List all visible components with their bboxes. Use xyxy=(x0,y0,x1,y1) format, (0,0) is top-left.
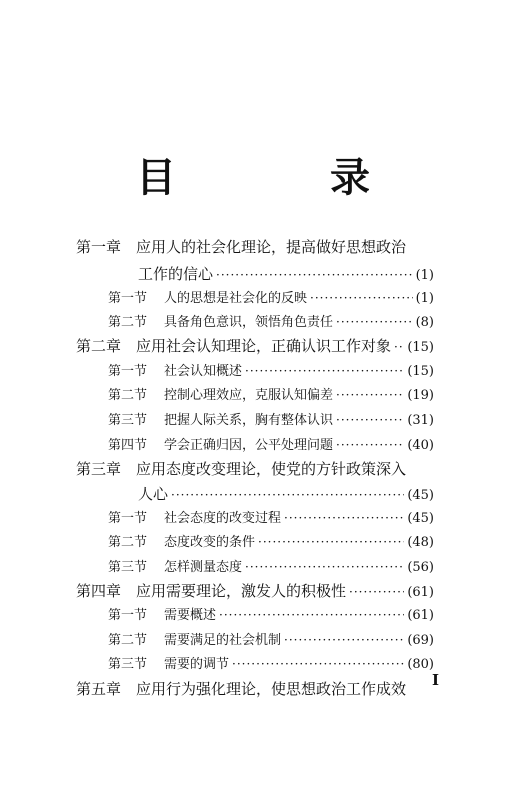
entry-title: 应用行为强化理论，使思想政治工作成效 xyxy=(136,680,407,698)
chapter-label: 第五章 xyxy=(76,680,122,698)
chapter-label: 第一章 xyxy=(76,238,122,256)
entry-title: 学会正确归因，公平处理问题 xyxy=(164,438,334,453)
entry-page-number: (45) xyxy=(407,511,434,526)
entry-title: 人心 xyxy=(138,485,169,503)
entry-title: 态度改变的条件 xyxy=(164,535,256,550)
toc-section-entry[interactable] xyxy=(108,360,434,379)
leader-dots xyxy=(245,560,404,574)
entry-title: 把握人际关系，胸有整体认识 xyxy=(164,413,334,428)
section-label: 第三节 xyxy=(108,560,148,575)
entry-page-number: (80) xyxy=(407,657,434,672)
section-label: 第一节 xyxy=(108,364,148,379)
leader-dots xyxy=(219,608,404,622)
leader-dots xyxy=(336,438,404,452)
toc-section-entry[interactable] xyxy=(108,434,434,453)
section-label: 第二节 xyxy=(108,633,148,648)
leader-dots xyxy=(349,585,404,599)
toc-continuation-entry[interactable] xyxy=(138,263,434,284)
section-label: 第三节 xyxy=(108,413,148,428)
entry-page-number: (61) xyxy=(407,585,434,600)
entry-page-number: (15) xyxy=(407,340,434,355)
section-label: 第一节 xyxy=(108,291,148,306)
toc-section-entry[interactable] xyxy=(108,409,434,428)
chapter-label: 第二章 xyxy=(76,337,122,355)
toc-section-entry[interactable] xyxy=(108,629,434,648)
leader-dots xyxy=(284,511,404,525)
entry-title: 社会态度的改变过程 xyxy=(164,511,282,526)
toc-section-entry[interactable] xyxy=(108,604,434,623)
entry-page-number: (1) xyxy=(415,291,434,306)
section-label: 第一节 xyxy=(108,608,148,623)
leader-dots xyxy=(336,315,413,329)
page-number: I xyxy=(432,671,440,689)
entry-title: 应用需要理论，激发人的积极性 xyxy=(136,582,347,600)
toc-chapter-entry[interactable] xyxy=(76,335,434,356)
toc-chapter-entry[interactable] xyxy=(76,678,434,699)
section-label: 第二节 xyxy=(108,535,148,550)
entry-title: 应用人的社会化理论，提高做好思想政治 xyxy=(136,238,407,256)
section-label: 第二节 xyxy=(108,388,148,403)
leader-dots xyxy=(171,488,404,502)
page-title: 目 录 xyxy=(136,155,440,201)
chapter-label: 第三章 xyxy=(76,460,122,478)
section-label: 第二节 xyxy=(108,315,148,330)
entry-page-number: (61) xyxy=(407,608,434,623)
leader-dots xyxy=(310,291,413,305)
toc-section-entry[interactable] xyxy=(108,507,434,526)
entry-title: 工作的信心 xyxy=(138,265,214,283)
leader-dots xyxy=(394,340,404,354)
entry-page-number: (48) xyxy=(407,535,434,550)
leader-dots xyxy=(232,657,404,671)
entry-title: 控制心理效应，克服认知偏差 xyxy=(164,388,334,403)
section-label: 第四节 xyxy=(108,438,148,453)
entry-page-number: (1) xyxy=(415,268,434,283)
entry-page-number: (8) xyxy=(415,315,434,330)
entry-title: 需要满足的社会机制 xyxy=(164,633,282,648)
chapter-label: 第四章 xyxy=(76,582,122,600)
entry-page-number: (31) xyxy=(407,413,434,428)
toc-section-entry[interactable] xyxy=(108,287,434,306)
leader-dots xyxy=(336,413,404,427)
toc-chapter-entry[interactable] xyxy=(76,236,434,257)
entry-page-number: (15) xyxy=(407,364,434,379)
entry-title: 具备角色意识，领悟角色责任 xyxy=(164,315,334,330)
toc-section-entry[interactable] xyxy=(108,531,434,550)
entry-page-number: (19) xyxy=(407,388,434,403)
section-label: 第一节 xyxy=(108,511,148,526)
toc-section-entry[interactable] xyxy=(108,311,434,330)
entry-title: 需要的调节 xyxy=(164,657,230,672)
entry-title: 应用社会认知理论，正确认识工作对象 xyxy=(136,337,392,355)
toc-continuation-entry[interactable] xyxy=(138,483,434,504)
entry-title: 需要概述 xyxy=(164,608,217,623)
section-label: 第三节 xyxy=(108,657,148,672)
toc-chapter-entry[interactable] xyxy=(76,580,434,601)
toc-section-entry[interactable] xyxy=(108,653,434,672)
entry-page-number: (56) xyxy=(407,560,434,575)
entry-page-number: (40) xyxy=(407,438,434,453)
entry-title: 人的思想是社会化的反映 xyxy=(164,291,308,306)
leader-dots xyxy=(258,535,404,549)
leader-dots xyxy=(284,633,404,647)
toc-chapter-entry[interactable] xyxy=(76,458,434,479)
entry-title: 应用态度改变理论，使党的方针政策深入 xyxy=(136,460,407,478)
leader-dots xyxy=(216,268,413,282)
leader-dots xyxy=(336,388,404,402)
entry-title: 怎样测量态度 xyxy=(164,560,243,575)
entry-page-number: (69) xyxy=(407,633,434,648)
toc-section-entry[interactable] xyxy=(108,556,434,575)
entry-page-number: (45) xyxy=(407,488,434,503)
toc-section-entry[interactable] xyxy=(108,384,434,403)
leader-dots xyxy=(245,364,404,378)
entry-title: 社会认知概述 xyxy=(164,364,243,379)
